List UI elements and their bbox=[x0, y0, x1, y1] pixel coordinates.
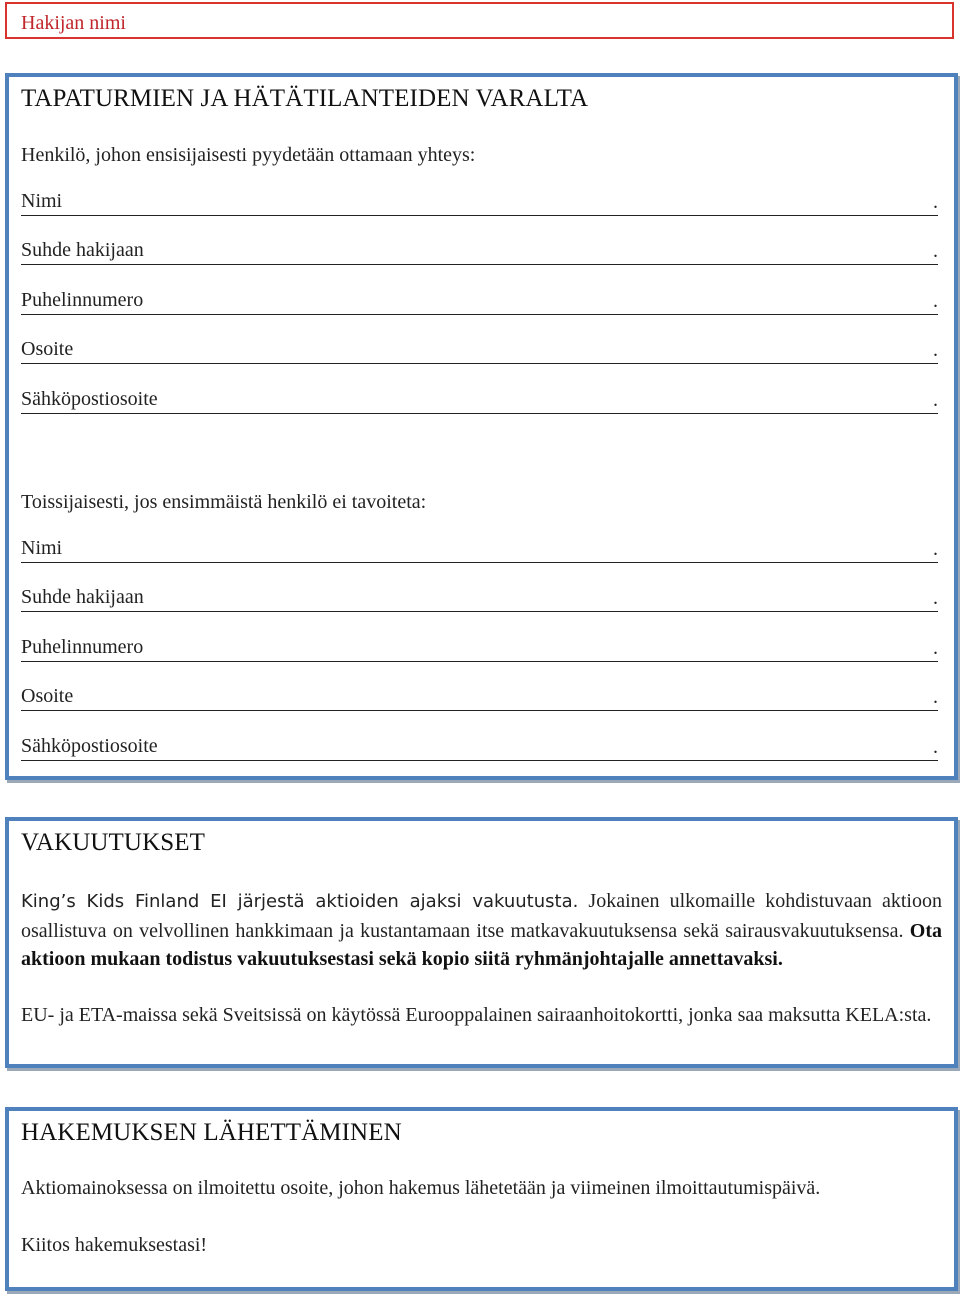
applicant-name-label: Hakijan nimi bbox=[21, 12, 126, 34]
field-label: Osoite bbox=[21, 338, 74, 360]
field-end: . bbox=[933, 538, 938, 560]
field-end: . bbox=[933, 290, 938, 312]
field-label: Puhelinnumero bbox=[21, 636, 144, 658]
insurance-paragraph bbox=[21, 887, 942, 974]
sending-instructions: Aktiomainoksessa on ilmoitettu osoite, johon hakemus lähetetään ja viimeinen ilmoittautumispäivä. bbox=[21, 1177, 821, 1199]
field-end: . bbox=[933, 191, 938, 213]
field-label: Suhde hakijaan bbox=[21, 239, 144, 261]
insurance-no-cover-text: King’s Kids Finland EI järjestä aktioiden ajaksi vakuutusta. bbox=[21, 891, 579, 912]
secondary-email-field[interactable] bbox=[21, 734, 938, 761]
field-label: Nimi bbox=[21, 190, 63, 212]
secondary-phone-field[interactable] bbox=[21, 635, 938, 662]
field-end: . bbox=[933, 587, 938, 609]
thank-you-text: Kiitos hakemuksestasi! bbox=[21, 1234, 208, 1256]
ehic-paragraph: EU- ja ETA-maissa sekä Sveitsissä on käytössä Eurooppalainen sairaanhoitokortti, jonka saa maksutta KELA:sta. bbox=[21, 1004, 932, 1026]
sending-section bbox=[5, 1107, 958, 1291]
field-end: . bbox=[933, 389, 938, 411]
secondary-contact-intro: Toissijaisesti, jos ensimmäistä henkilö ei tavoiteta: bbox=[21, 491, 427, 513]
field-end: . bbox=[933, 736, 938, 758]
field-label: Puhelinnumero bbox=[21, 289, 144, 311]
applicant-name-field[interactable] bbox=[5, 2, 954, 39]
field-end: . bbox=[933, 339, 938, 361]
emergency-contacts-section bbox=[5, 73, 958, 780]
emergency-heading: TAPATURMIEN JA HÄTÄTILANTEIDEN VARALTA bbox=[21, 85, 589, 112]
secondary-relation-field[interactable] bbox=[21, 585, 938, 612]
insurance-obligation-text: Jokainen ulkomaille kohdistuvaan aktioon osallistuva on velvollinen hankkimaan ja kustantamaan itse matkavakuutuksensa sekä sairausvakuutuksensa. bbox=[21, 890, 942, 942]
field-label: Sähköpostiosoite bbox=[21, 388, 158, 410]
field-end: . bbox=[933, 686, 938, 708]
field-end: . bbox=[933, 637, 938, 659]
field-label: Nimi bbox=[21, 537, 63, 559]
insurance-certificate-text: Ota aktioon mukaan todistus vakuutuksestasi sekä kopio siitä ryhmänjohtajalle annettavaksi. bbox=[21, 919, 943, 971]
insurance-section bbox=[5, 817, 958, 1068]
primary-name-field[interactable] bbox=[21, 189, 938, 216]
insurance-heading: VAKUUTUKSET bbox=[21, 829, 205, 856]
secondary-address-field[interactable] bbox=[21, 684, 938, 711]
field-end: . bbox=[933, 240, 938, 262]
primary-address-field[interactable] bbox=[21, 337, 938, 364]
sending-heading: HAKEMUKSEN LÄHETTÄMINEN bbox=[21, 1119, 402, 1146]
primary-contact-intro: Henkilö, johon ensisijaisesti pyydetään ottamaan yhteys: bbox=[21, 144, 476, 166]
field-label: Sähköpostiosoite bbox=[21, 735, 158, 757]
primary-email-field[interactable] bbox=[21, 387, 938, 414]
primary-phone-field[interactable] bbox=[21, 288, 938, 315]
field-label: Osoite bbox=[21, 685, 74, 707]
primary-relation-field[interactable] bbox=[21, 238, 938, 265]
secondary-name-field[interactable] bbox=[21, 536, 938, 563]
field-label: Suhde hakijaan bbox=[21, 586, 144, 608]
